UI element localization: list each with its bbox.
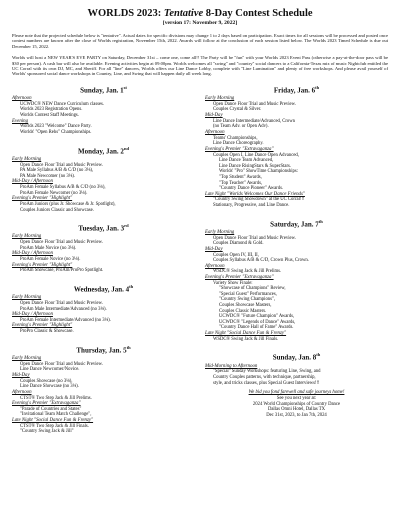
schedule-item: ProAm Female Intermediate/Advanced (no 3⅛). [20, 317, 111, 323]
schedule-item: Open Dance Floor Trial and Music Preview. [20, 300, 103, 306]
schedule-item: WSDC® Swing Jack & Jill Prelims. [213, 269, 282, 275]
schedule-item: Couples Showcase (no 3⅛), [20, 378, 73, 384]
day-heading: Thursday, Jan. 5th [76, 344, 131, 355]
session-heading: Early Morning [205, 96, 235, 102]
schedule-item: "Special Guest" Performances, [219, 291, 277, 297]
schedule-item: PA Male Newcomer (no 3⅛). [20, 173, 76, 179]
session-heading: Evening's Premier "Extravaganza" [205, 275, 274, 280]
session-heading: Mid-Day [12, 372, 30, 378]
schedule-item: Couples Crystal & Silver. [213, 107, 262, 113]
schedule-item: ProAm Female Novice (no 3⅛). [20, 257, 81, 263]
schedule-item: "Country Dance Hall of Fame" Awards. [219, 325, 294, 331]
version-line: [version 17: November 9, 2022] [162, 20, 238, 26]
schedule-item: Open Dance Floor Trial and Music Preview. [20, 162, 103, 168]
day-heading: Tuesday, Jan. 3rd [78, 223, 129, 233]
schedule-item: Couples Syllabus A/B & C/D, Crown Plus, Crown. [213, 258, 309, 264]
session-heading: Late Night "Social Dance Fun & Frenzy" [205, 331, 287, 337]
schedule-item: Couples Diamond & Gold. [213, 241, 264, 247]
schedule-item: Stationary, Progressive, and Line Dance. [213, 203, 290, 208]
schedule-item: Line Dance Choreography. [213, 141, 264, 147]
schedule-item: "Country Dance Pioneer" Awards. [219, 186, 284, 192]
schedule-item: WSDC® Swing Jack & Jill Finals. [213, 336, 279, 342]
schedule-item: ProAm Male Intermediate/Advanced (no 3⅛). [20, 306, 107, 312]
intro-paragraph-1: Please note that the projected schedule below is "tentative". Actual dates for specific divisions may change 1 to 2 days based on participation. Exact times for all sessions will be processed and posted once contest numbers are known after the close of Worlds registration, November 15th, 2022. Awards will follow at the conclusion of each session listed below. The Worlds 2023 Timed Schedule is due out December 15, 2022. [12, 33, 388, 49]
session-heading: Evening's Premier "Extravaganza" [12, 401, 81, 407]
schedule-item: Line Dance Showcase (no 3⅛). [20, 384, 79, 390]
schedule-item: UCWDC® "Future Champion" Awards, [219, 314, 295, 320]
schedule-item: Couples Classic Masters. [219, 308, 267, 314]
session-heading: Mid-Day [205, 246, 223, 252]
schedule-item: "Country Swing Jack & Jill" [20, 429, 74, 435]
schedule-item: Open Dance Floor Trial and Music Preview. [213, 101, 296, 107]
schedule-item: Open Dance Floor Trial and Music Preview. [20, 361, 103, 367]
schedule-item: Teams' Championships, [213, 135, 258, 141]
schedule-item: Worlds 2023 "Welcome" Dance Party. [20, 124, 92, 130]
right-column [205, 83, 388, 435]
session-heading: Evening's Premier "Highlight" [12, 196, 73, 202]
schedule-columns [12, 83, 388, 435]
session-heading: Early Morning [12, 295, 42, 301]
schedule-item: Couples Juniors Classic and Showcase. [20, 207, 94, 213]
session-heading: Evening [12, 118, 29, 124]
intro-paragraph-2: Worlds will host a NEW YEAR'S EVE PARTY on Saturday, December 31st – come one, come all!! The Party will be "fun" with your Worlds 2023 Event Pass (otherwise a pay-at-the-door pass will be $30 per person). A cash bar will also be available. Evening activities begin at 09:00pm. Worlds welcomes all "swing" and "country" social dancers to a California-Texas mix of music Nightclub entitled the UC Corral with its own DJ, MC, and Sheriff. For all "line" dancers, Worlds offers our Line Dance Lobby, complete with "Line Lumination" and plenty of free workshops. And please avail yourself of Worlds' sponsored social dance workshops in Country, Line, and Swing that will happen daily all week long. [12, 55, 388, 77]
day-heading: Monday, Jan. 2nd [78, 145, 129, 155]
schedule-item: Line Dance RisingStars & SuperStars. [219, 163, 291, 169]
schedule-item: Couples Open I, Line Dance Open Advanced, [213, 152, 299, 158]
schedule-item: Worlds 2023 Registration Opens. [20, 107, 83, 113]
schedule-item: (no Team Adv. or Open Adv). [213, 124, 269, 130]
session-heading: Mid-Day [205, 113, 223, 119]
schedule-item: "Country Swing Champions", [219, 297, 276, 303]
session-heading: Mid-Day / Afternoon [12, 312, 53, 318]
session-heading: Late Night "Worlds Welcomes Our Dance Friends" [205, 191, 305, 197]
day-heading: Friday, Jan. 6th [273, 84, 320, 95]
schedule-item: style, and tricks classes, plus Special Guest Interviews!!! [213, 380, 320, 386]
schedule-item: "Top Teacher" Awards, [219, 180, 263, 186]
schedule-item: Variety Show Finale: [213, 280, 253, 286]
schedule-item: ProPro Classic & Showcase. [20, 329, 74, 335]
schedule-item: PA Male Syllabus A/B & C/D (no 3⅛), [20, 168, 94, 174]
session-heading: Early Morning [12, 356, 42, 362]
schedule-item: Worlds' "Open Rehs" Championships. [20, 129, 92, 135]
day-heading: Wednesday, Jan. 4th [73, 283, 134, 294]
session-heading: Afternoon [205, 129, 225, 135]
day-heading: Saturday, Jan. 7th [270, 218, 323, 228]
schedule-item: "Special" Sunday Workshops: featuring Line, Swing, and [213, 369, 321, 375]
schedule-item: Open Dance Floor Trial and Music Preview. [213, 235, 296, 241]
farewell-line: Dec 31st, 2023, to Jan 7th, 2024 [266, 412, 327, 418]
schedule-item: ProAm Female Syllabus A/B & C/D (no 3⅛), [20, 185, 106, 191]
session-heading: Evening's Premier "Highlight" [12, 262, 73, 268]
session-heading: Mid-Day / Afternoon [12, 251, 53, 257]
schedule-item: Line Dance Team Advanced, [219, 158, 274, 164]
session-heading: Early Morning [205, 229, 235, 235]
session-heading: Afternoon [205, 263, 225, 269]
schedule-item: "Top Student" Awards, [219, 174, 262, 180]
schedule-item: Open Dance Floor Trial and Music Preview. [20, 240, 103, 246]
session-heading: Evening's Premier "Highlight" [12, 323, 73, 329]
farewell-line: See you next year at: [276, 395, 317, 401]
schedule-item: "Showcase of Champions" Review, [219, 286, 286, 292]
farewell-line: Dallas Omni Hotel, Dallas TX [267, 407, 326, 413]
schedule-item: Line Dance Intermediate/Advanced, Crown [213, 118, 295, 124]
schedule-item: Line Dance Newcomer/Novice. [20, 367, 80, 373]
schedule-item: ProAm Male Novice (no 3⅛). [20, 245, 77, 251]
session-heading: Mid-Morning to Afternoon [205, 363, 258, 369]
session-heading: Afternoon [12, 96, 32, 102]
schedule-item: ProAm Female Newcomer (no 3⅛). [20, 190, 88, 196]
session-heading: Mid-Day / Afternoon [12, 179, 53, 185]
session-heading: Early Morning [12, 156, 42, 162]
session-heading: Late Night "Social Dance Fun & Frenzy" [12, 418, 94, 424]
schedule-item: Worlds' "Pro" ShowTime Championships: [219, 169, 299, 175]
schedule-item: Couples Showcase Masters, [219, 303, 272, 309]
schedule-item: ProAm Showcase, ProAm/ProPro Spotlight. [20, 268, 104, 274]
session-heading: Evening's Premier "Extravaganza" [205, 146, 274, 152]
farewell-line: 2024 World Championships of Country Dance [252, 401, 341, 407]
schedule-item: Couples Open IV, III, II, [213, 252, 259, 258]
schedule-item: Country Couples patterns, with technique, partnership, [213, 374, 316, 380]
schedule-item: ProAm Juniors (plus Jr. Showcase & Jr. Spotlight), [20, 201, 116, 207]
schedule-item: CTST® Two Step Jack & Jill Prelims. [20, 395, 92, 401]
day-heading: Sunday, Jan. 1st [80, 84, 127, 95]
session-heading: Early Morning [12, 234, 42, 240]
schedule-item: "Country Swing Showdown" at the UC Corral!!! [213, 197, 305, 203]
day-heading: Sunday, Jan. 8th [272, 352, 321, 362]
page-title: WORLDS 2023: Tentative 8-Day Contest Schedule [87, 8, 313, 19]
schedule-item: UCWDC® "Legends of Dance" Awards, [219, 319, 296, 325]
schedule-item: CTST® Two Step Jack & Jill Finals. [20, 423, 89, 429]
schedule-item: "Parade of Countries and States" [20, 406, 82, 412]
left-column [12, 83, 195, 435]
farewell-heading: We bid you fond farewell and safe journeys home! [248, 390, 345, 396]
session-heading: Afternoon [12, 389, 32, 395]
intro-section [12, 33, 388, 77]
schedule-item: Worlds Contest Staff Meetings. [20, 113, 79, 119]
schedule-item: UCWDC® NEW Dance Curriculum classes. [20, 101, 105, 107]
schedule-item: "Invitational Team Match Challenge", [20, 412, 92, 418]
